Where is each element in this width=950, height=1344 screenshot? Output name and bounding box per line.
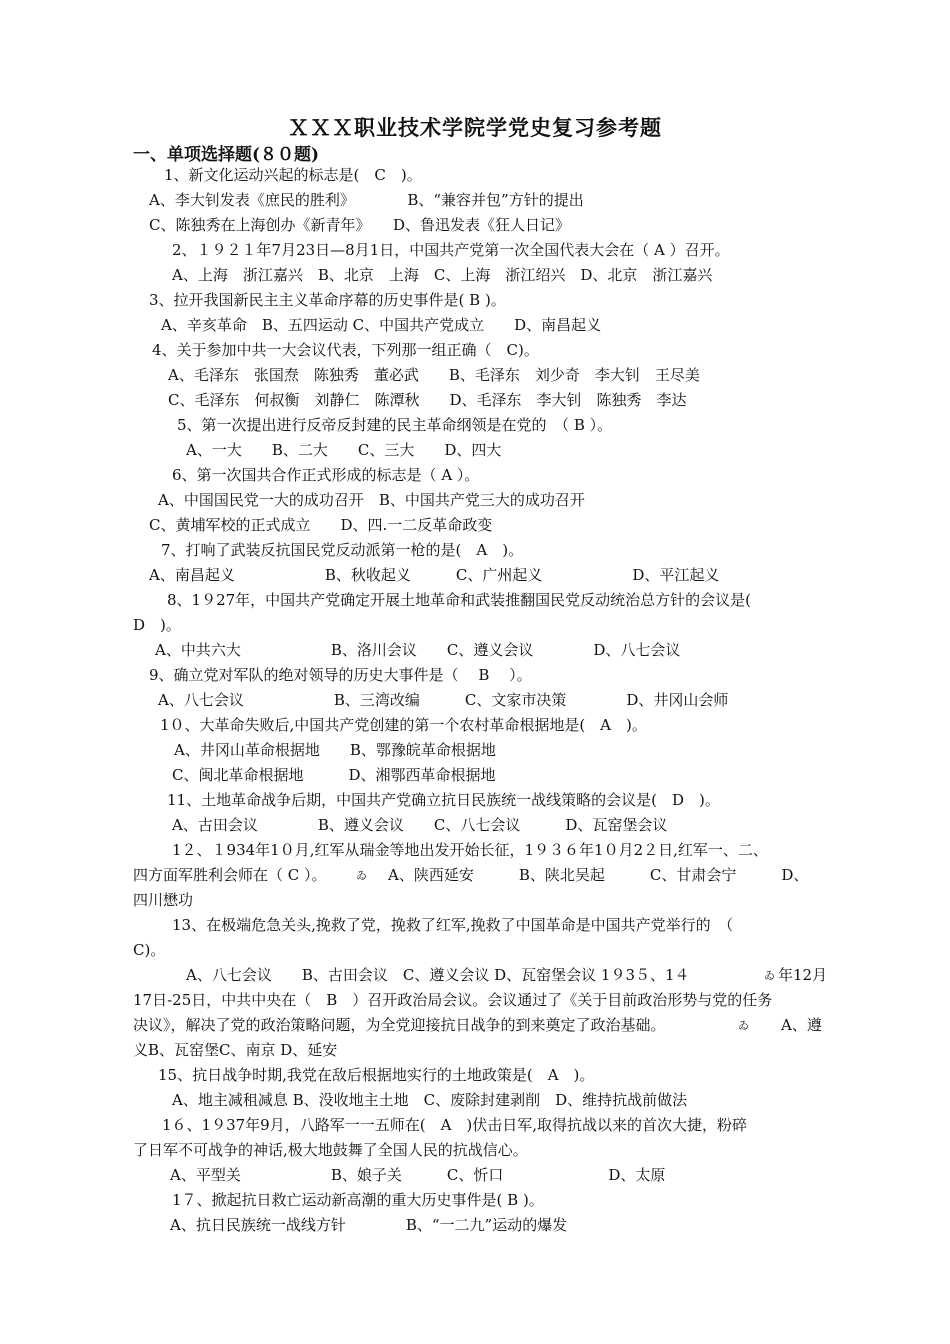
section-heading: 一、单项选择题(８０题) — [133, 145, 320, 165]
question-14-option-a: A、遵 — [781, 1016, 822, 1034]
question-2: 2、１９２１年7月23日—8月1日，中国共产党第一次全国代表大会在（ A ）召开。 — [172, 241, 730, 259]
question-1: 1、新文化运动兴起的标志是( C )。 — [164, 166, 422, 184]
question-2-options: A、上海 浙江嘉兴 B、北京 上海 C、上海 浙江绍兴 D、北京 浙江嘉兴 — [172, 266, 713, 284]
question-10: 1０、大革命失败后,中国共产党创建的第一个农村革命根据地是( A )。 — [160, 716, 647, 734]
question-6-options-cd: C、黄埔军校的正式成立 D、四.一二反革命政变 — [149, 516, 493, 534]
stray-glyph: ゐ — [738, 1019, 749, 1032]
stray-glyph: ゐ — [764, 969, 775, 982]
question-1-options-ab: A、李大钊发表《庶民的胜利》 B、“兼容并包”方针的提出 — [149, 191, 584, 209]
question-16: 1６、1９37年9月，八路军一一五师在( A )伏击日军,取得抗战以来的首次大捷，粉碎 — [162, 1116, 748, 1134]
question-17: 1７、掀起抗日救亡运动新高潮的重大历史事件是( B )。 — [172, 1191, 544, 1209]
question-5: 5、第一次提出进行反帝反封建的民主革命纲领是在党的 （ B ）。 — [177, 416, 613, 434]
question-8-options: A、中共六大 B、洛川会议 C、遵义会议 D、八七会议 — [155, 641, 681, 659]
question-15: 15、抗日战争时期,我党在敌后根据地实行的土地政策是( A )。 — [158, 1066, 595, 1084]
question-13-options: A、八七会议 B、古田会议 C、遵义会议 D、瓦窑堡会议 1９3５、1４ — [186, 966, 690, 984]
question-15-options: A、地主减租减息 B、没收地主土地 C、废除封建剥削 D、维持抗战前做法 — [172, 1091, 688, 1109]
question-14-date: 年12月 — [778, 966, 828, 984]
question-17-options: A、抗日民族统一战线方针 B、“一二九”运动的爆发 — [170, 1216, 568, 1234]
question-1-options-cd: C、陈独秀在上海创办《新青年》 D、鲁迅发表《狂人日记》 — [149, 216, 571, 234]
question-3: 3、拉开我国新民主主义革命序幕的历史事件是( B )。 — [149, 291, 506, 309]
question-8-continued: D )。 — [133, 616, 181, 634]
question-13: 13、在极端危急关头,挽救了党，挽救了红军,挽救了中国革命是中国共产党举行的 （ — [172, 916, 734, 934]
question-12: 1２、１934年1０月,红军从瑞金等地出发开始长征，1９３６年1０月2２日,红军一、二、 — [172, 841, 768, 859]
question-4-options-cd: C、毛泽东 何叔衡 刘静仁 陈潭秋 D、毛泽东 李大钊 陈独秀 李达 — [168, 391, 687, 409]
question-10-options-ab: A、井冈山革命根据地 B、鄂豫皖革命根据地 — [174, 741, 496, 759]
question-11-options: A、古田会议 B、遵义会议 C、八七会议 D、瓦窑堡会议 — [172, 816, 668, 834]
question-14-continued: 决议》，解决了党的政治策略问题，为全党迎接抗日战争的到来奠定了政治基础。 — [133, 1016, 666, 1034]
question-7: 7、打响了武装反抗国民党反动派第一枪的是( A )。 — [161, 541, 524, 559]
question-9-options: A、八七会议 B、三湾改编 C、文家市决策 D、井冈山会师 — [158, 691, 729, 709]
question-12-continued: 四方面军胜利会师在（ C ）。 — [133, 866, 327, 884]
question-14: 17日-25日，中共中央在（ B ）召开政治局会议。会议通过了《关于目前政治形势与党的任务 — [133, 991, 773, 1009]
question-4: 4、关于参加中共一大会议代表，下列那一组正确（ C)。 — [152, 341, 539, 359]
question-10-options-cd: C、闽北革命根据地 D、湘鄂西革命根据地 — [172, 766, 496, 784]
question-6-options-ab: A、中国国民党一大的成功召开 B、中国共产党三大的成功召开 — [158, 491, 585, 509]
question-16-options: A、平型关 B、娘子关 C、忻口 D、太原 — [170, 1166, 666, 1184]
question-11: 11、土地革命战争后期，中国共产党确立抗日民族统一战线策略的会议是( D )。 — [167, 791, 720, 809]
question-14-options: 义B、瓦窑堡C、南京 D、延安 — [133, 1041, 338, 1059]
question-12-options: A、陕西延安 B、陕北吴起 C、甘肃会宁 D、 — [388, 866, 809, 884]
question-12-options-continued: 四川懋功 — [133, 891, 194, 909]
question-3-options: A、辛亥革命 B、五四运动 C、中国共产党成立 D、南昌起义 — [161, 316, 602, 334]
question-7-options: A、南昌起义 B、秋收起义 C、广州起义 D、平江起义 — [149, 566, 720, 584]
question-13-continued: C)。 — [133, 941, 166, 959]
question-4-options-ab: A、毛泽东 张国焘 陈独秀 董必武 B、毛泽东 刘少奇 李大钊 王尽美 — [168, 366, 700, 384]
question-6: 6、第一次国共合作正式形成的标志是（ A ）。 — [172, 466, 480, 484]
document-title: ＸＸＸ职业技术学院学党史复习参考题 — [288, 115, 662, 140]
question-9: 9、确立党对军队的绝对领导的历史大事件是（ B ）。 — [149, 666, 532, 684]
stray-glyph: ゐ — [356, 869, 367, 882]
question-8: 8、1９27年，中国共产党确定开展土地革命和武装推翻国民党反动统治总方针的会议是( — [167, 591, 752, 609]
question-5-options: A、一大 B、二大 C、三大 D、四大 — [186, 441, 502, 459]
question-16-continued: 了日军不可战争的神话,极大地鼓舞了全国人民的抗战信心。 — [133, 1141, 528, 1159]
